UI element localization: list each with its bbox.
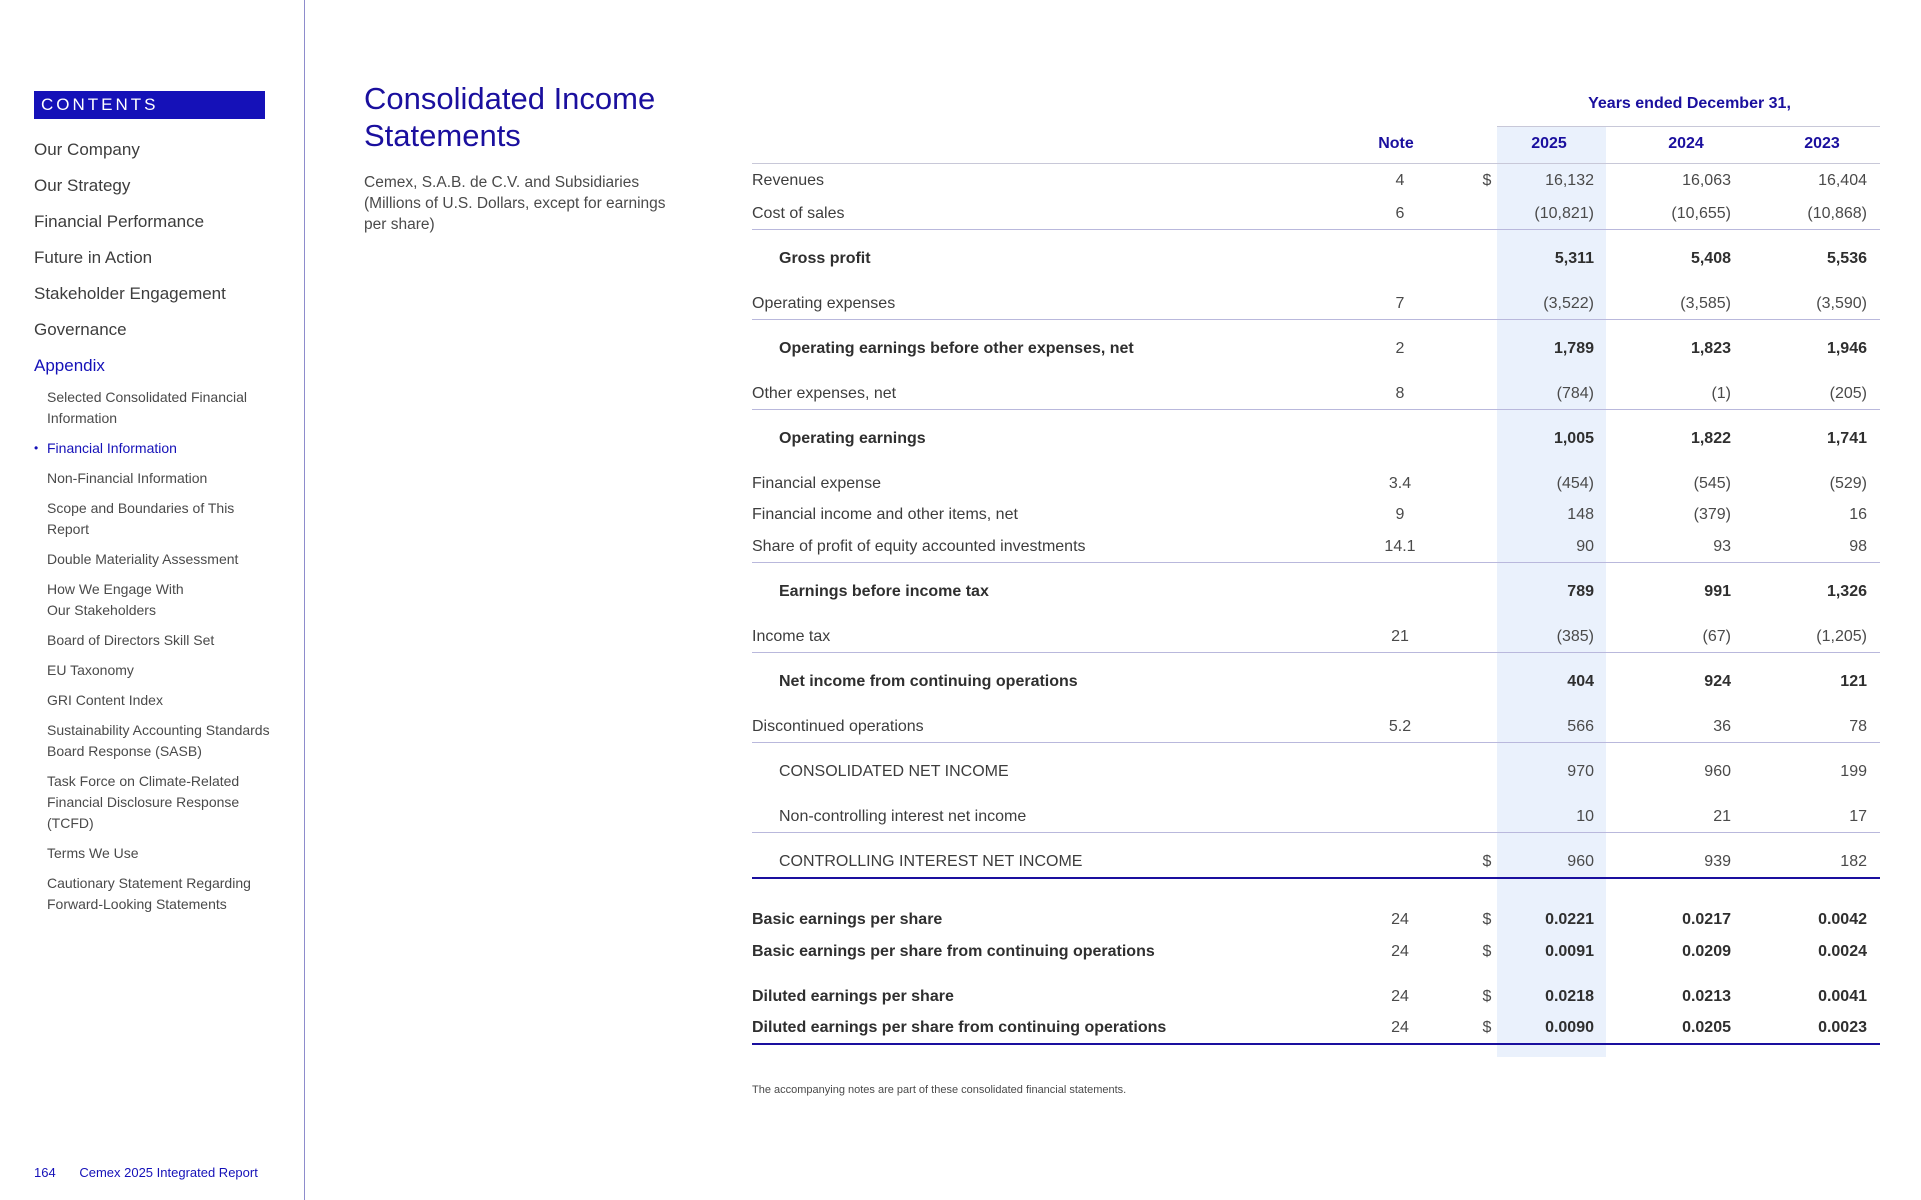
value-2024: (379) xyxy=(1693,506,1731,523)
row-label: Basic earnings per share xyxy=(752,911,943,928)
row-rule xyxy=(752,832,1880,833)
sub-item-label: Financial Information xyxy=(47,440,177,456)
value-2023: 0.0041 xyxy=(1818,988,1867,1005)
table-row xyxy=(752,808,1880,834)
table-row xyxy=(752,1019,1880,1045)
nav-item-financial-performance[interactable]: Financial Performance xyxy=(34,212,205,231)
table-row xyxy=(752,628,1880,654)
table-row xyxy=(752,506,1880,532)
value-2025: 0.0090 xyxy=(1545,1019,1594,1036)
value-2024: 960 xyxy=(1704,763,1731,780)
sub-item-sasb[interactable]: Sustainability Accounting Standards Board Response (SASB) xyxy=(47,722,270,759)
value-2024: 93 xyxy=(1713,538,1731,555)
contents-badge[interactable]: CONTENTS xyxy=(34,91,265,119)
sub-item-financial-information[interactable] xyxy=(34,438,287,459)
table-row xyxy=(752,673,1880,699)
value-2023: 16 xyxy=(1849,506,1867,523)
nav-item-appendix[interactable]: Appendix xyxy=(34,356,105,375)
value-2024: 5,408 xyxy=(1690,250,1731,267)
value-2024: 1,823 xyxy=(1690,340,1731,357)
sidebar xyxy=(0,0,305,1200)
table-row xyxy=(752,295,1880,321)
nav-item-future-in-action[interactable]: Future in Action xyxy=(34,248,153,267)
table-row xyxy=(752,475,1880,501)
row-rule xyxy=(752,1043,1880,1045)
row-label: Share of profit of equity accounted investments xyxy=(752,538,1086,555)
row-rule xyxy=(752,229,1880,230)
value-2024: 36 xyxy=(1713,718,1731,735)
value-2025: (10,821) xyxy=(1534,205,1594,222)
sub-item-terms-we-use[interactable]: Terms We Use xyxy=(47,845,139,861)
row-label: Net income from continuing operations xyxy=(779,673,1078,690)
value-2025: (3,522) xyxy=(1543,295,1594,312)
value-2023: 98 xyxy=(1849,538,1867,555)
value-2023: (529) xyxy=(1829,475,1867,492)
value-2025: 789 xyxy=(1567,583,1594,600)
sub-item-board-skill-set[interactable]: Board of Directors Skill Set xyxy=(47,632,215,648)
page-footer xyxy=(34,1165,258,1180)
value-2024: 1,822 xyxy=(1690,430,1731,447)
value-2025: 566 xyxy=(1567,718,1594,735)
row-note: 24 xyxy=(1391,911,1409,928)
value-2024: 0.0209 xyxy=(1682,943,1731,960)
row-label: Cost of sales xyxy=(752,205,845,222)
value-2023: 0.0024 xyxy=(1818,943,1867,960)
value-2023: 1,326 xyxy=(1826,583,1867,600)
currency-symbol: $ xyxy=(1482,943,1492,960)
active-bullet-icon: • xyxy=(34,441,39,455)
value-2025: 16,132 xyxy=(1545,172,1594,189)
value-2023: 17 xyxy=(1849,808,1867,825)
table-row xyxy=(752,853,1880,879)
currency-symbol: $ xyxy=(1482,1019,1492,1036)
nav-item-our-company[interactable]: Our Company xyxy=(34,140,140,159)
value-2025: 0.0091 xyxy=(1545,943,1594,960)
value-2025: (784) xyxy=(1556,385,1594,402)
table-row xyxy=(752,430,1880,456)
currency-symbol: $ xyxy=(1482,853,1492,870)
value-2025: (385) xyxy=(1556,628,1594,645)
table-row xyxy=(752,943,1880,969)
currency-symbol: $ xyxy=(1482,988,1492,1005)
value-2024: 991 xyxy=(1704,583,1731,600)
nav-item-stakeholder-engagement[interactable]: Stakeholder Engagement xyxy=(34,284,226,303)
value-2024: (67) xyxy=(1702,628,1731,645)
row-label: Basic earnings per share from continuing operations xyxy=(752,943,1155,960)
sub-item-non-financial-information[interactable]: Non-Financial Information xyxy=(47,470,208,486)
table-row xyxy=(752,911,1880,937)
table-row xyxy=(752,583,1880,609)
value-2023: (3,590) xyxy=(1816,295,1867,312)
sub-item-eu-taxonomy[interactable]: EU Taxonomy xyxy=(47,662,134,678)
nav-item-our-strategy[interactable]: Our Strategy xyxy=(34,176,131,195)
page-subtitle: Cemex, S.A.B. de C.V. and Subsidiaries (Millions of U.S. Dollars, except for earnings per share) xyxy=(364,174,666,233)
row-label: Income tax xyxy=(752,628,831,645)
value-2023: 0.0023 xyxy=(1818,1019,1867,1036)
value-2024: (545) xyxy=(1693,475,1731,492)
value-2023: 1,946 xyxy=(1826,340,1867,357)
row-label: Financial expense xyxy=(752,475,881,492)
table-row xyxy=(752,250,1880,276)
header-rule xyxy=(752,163,1880,164)
value-2023: 121 xyxy=(1840,673,1867,690)
row-label: Gross profit xyxy=(779,250,871,267)
value-2025: 1,789 xyxy=(1553,340,1594,357)
value-2024: 16,063 xyxy=(1682,172,1731,189)
row-rule xyxy=(752,409,1880,410)
value-2024: 924 xyxy=(1704,673,1731,690)
sub-item-selected-financial-information[interactable]: Selected Consolidated Financial Information xyxy=(47,389,248,426)
value-2024: 0.0205 xyxy=(1682,1019,1731,1036)
value-2024: 0.0213 xyxy=(1682,988,1731,1005)
col-header-2023: 2023 xyxy=(1804,135,1840,152)
row-label: Operating expenses xyxy=(752,295,896,312)
report-name: Cemex 2025 Integrated Report xyxy=(79,1165,258,1180)
nav-item-governance[interactable]: Governance xyxy=(34,320,127,339)
row-note: 7 xyxy=(1395,295,1405,312)
sub-item-tcfd[interactable]: Task Force on Climate-Related Financial Disclosure Response (TCFD) xyxy=(47,773,240,831)
sub-item-cautionary-statement[interactable]: Cautionary Statement Regarding Forward-Looking Statements xyxy=(47,875,251,912)
value-2023: 199 xyxy=(1840,763,1867,780)
table-row xyxy=(752,718,1880,744)
row-label: Non-controlling interest net income xyxy=(779,808,1027,825)
value-2025: 0.0218 xyxy=(1545,988,1594,1005)
value-2023: 0.0042 xyxy=(1818,911,1867,928)
value-2024: (3,585) xyxy=(1680,295,1731,312)
row-note: 2 xyxy=(1395,340,1405,357)
row-note: 21 xyxy=(1391,628,1409,645)
sub-item-double-materiality[interactable]: Double Materiality Assessment xyxy=(47,551,239,567)
sub-item-gri-content-index[interactable]: GRI Content Index xyxy=(47,692,163,708)
value-2025: 0.0221 xyxy=(1545,911,1594,928)
table-row xyxy=(752,988,1880,1014)
table-row xyxy=(752,172,1880,198)
value-2025: 960 xyxy=(1567,853,1594,870)
page-title: Consolidated Income Statements xyxy=(364,81,656,153)
page-number: 164 xyxy=(34,1165,56,1180)
row-rule xyxy=(752,319,1880,320)
value-2023: (10,868) xyxy=(1807,205,1867,222)
table-row xyxy=(752,205,1880,231)
value-2023: 78 xyxy=(1849,718,1867,735)
row-label: Diluted earnings per share xyxy=(752,988,954,1005)
row-note: 4 xyxy=(1395,172,1405,189)
table-row xyxy=(752,340,1880,366)
row-rule xyxy=(752,652,1880,653)
sub-item-how-we-engage[interactable]: How We Engage With Our Stakeholders xyxy=(47,581,184,618)
table-row xyxy=(752,763,1880,789)
value-2023: 1,741 xyxy=(1826,430,1867,447)
value-2023: (205) xyxy=(1829,385,1867,402)
group-header-rule xyxy=(1497,126,1880,127)
row-note: 6 xyxy=(1395,205,1405,222)
table-row xyxy=(752,538,1880,564)
row-label: CONTROLLING INTEREST NET INCOME xyxy=(779,853,1083,870)
value-2024: (1) xyxy=(1711,385,1731,402)
row-note: 9 xyxy=(1395,506,1405,523)
value-2024: 21 xyxy=(1713,808,1731,825)
col-header-2024: 2024 xyxy=(1668,135,1704,152)
row-note: 8 xyxy=(1395,385,1405,402)
row-label: Revenues xyxy=(752,172,825,189)
value-2023: 5,536 xyxy=(1826,250,1867,267)
value-2025: 970 xyxy=(1567,763,1594,780)
value-2023: 16,404 xyxy=(1818,172,1867,189)
row-label: CONSOLIDATED NET INCOME xyxy=(779,763,1009,780)
row-note: 24 xyxy=(1391,943,1409,960)
value-2023: 182 xyxy=(1840,853,1867,870)
value-2025: 90 xyxy=(1576,538,1594,555)
value-2023: (1,205) xyxy=(1816,628,1867,645)
row-label: Operating earnings xyxy=(779,430,926,447)
row-note: 5.2 xyxy=(1388,718,1412,735)
row-note: 14.1 xyxy=(1384,538,1416,555)
currency-symbol: $ xyxy=(1482,911,1492,928)
sub-item-scope-and-boundaries[interactable]: Scope and Boundaries of This Report xyxy=(47,500,235,537)
row-note: 24 xyxy=(1391,1019,1409,1036)
value-2025: (454) xyxy=(1556,475,1594,492)
col-header-2025: 2025 xyxy=(1531,135,1567,152)
row-label: Discontinued operations xyxy=(752,718,924,735)
row-rule xyxy=(752,877,1880,879)
value-2025: 10 xyxy=(1576,808,1594,825)
col-header-note: Note xyxy=(1378,135,1414,152)
value-2025: 5,311 xyxy=(1554,250,1594,267)
row-label: Financial income and other items, net xyxy=(752,506,1018,523)
row-note: 24 xyxy=(1391,988,1409,1005)
value-2025: 1,005 xyxy=(1553,430,1594,447)
row-label: Operating earnings before other expenses, net xyxy=(779,340,1134,357)
row-rule xyxy=(752,562,1880,563)
value-2024: (10,655) xyxy=(1671,205,1731,222)
row-note: 3.4 xyxy=(1388,475,1412,492)
table-row xyxy=(752,385,1880,411)
value-2025: 404 xyxy=(1567,673,1594,690)
row-label: Earnings before income tax xyxy=(779,583,989,600)
row-label: Other expenses, net xyxy=(752,385,897,402)
row-rule xyxy=(752,742,1880,743)
row-label: Diluted earnings per share from continuing operations xyxy=(752,1019,1167,1036)
value-2024: 0.0217 xyxy=(1682,911,1731,928)
footnote: The accompanying notes are part of these consolidated financial statements. xyxy=(752,1084,1127,1096)
value-2024: 939 xyxy=(1704,853,1731,870)
currency-symbol: $ xyxy=(1482,172,1492,189)
years-group-header: Years ended December 31, xyxy=(1588,95,1791,112)
value-2025: 148 xyxy=(1567,506,1594,523)
